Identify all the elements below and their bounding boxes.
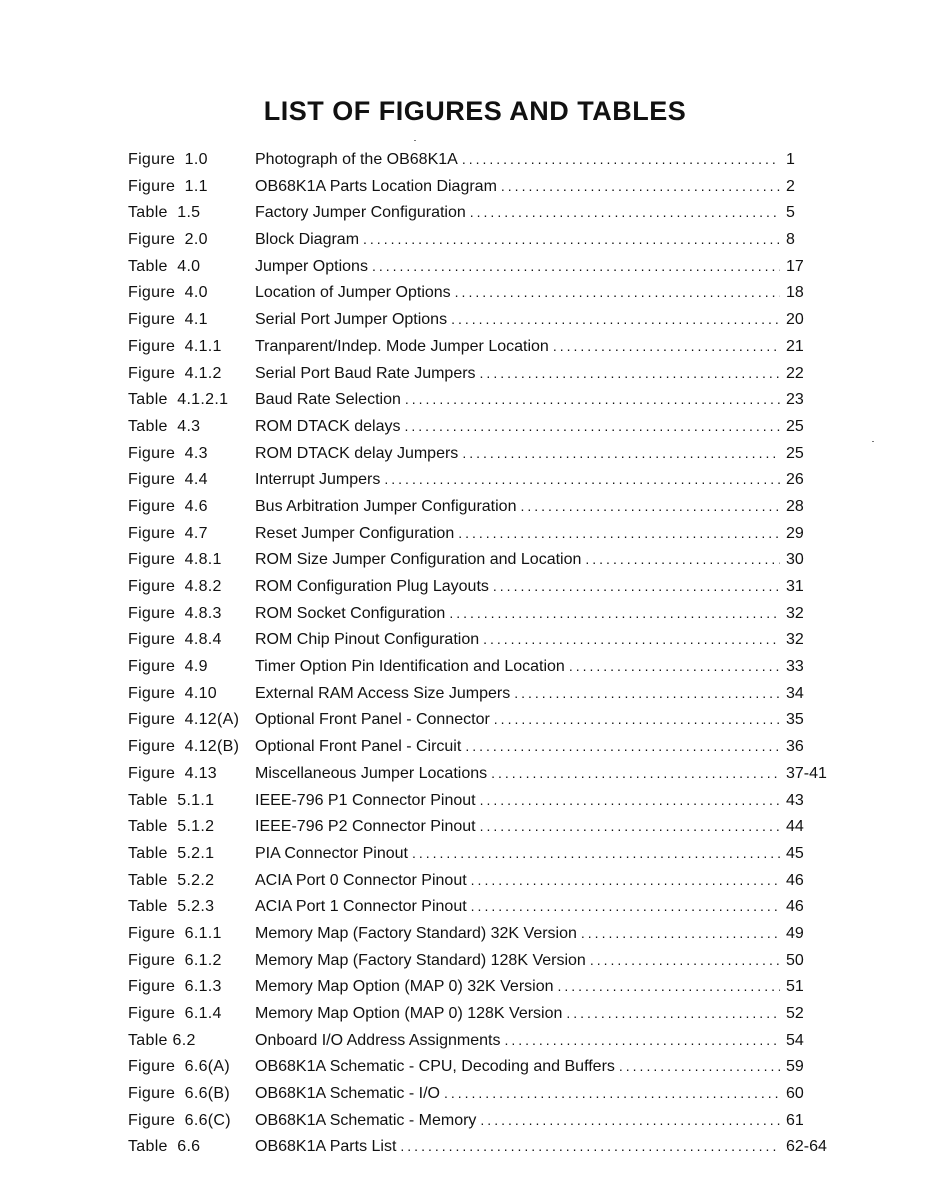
toc-entry [128, 680, 828, 707]
entry-page-number: 46 [786, 898, 804, 916]
toc-entry [128, 1133, 828, 1160]
entry-label: Figure 4.1.2 [128, 364, 222, 382]
toc-entry [128, 1080, 828, 1107]
dot-leader [465, 733, 780, 760]
toc-entry [128, 1107, 828, 1134]
entry-page-number: 37-41 [786, 764, 827, 782]
entry-title-group [255, 733, 780, 761]
toc-entry [128, 146, 828, 173]
entry-page-number: 17 [786, 257, 804, 275]
entry-title-group [255, 573, 780, 601]
toc-entry [128, 173, 828, 200]
entry-label: Table 6.6 [128, 1138, 201, 1156]
entry-label: Figure 6.6(C) [128, 1111, 231, 1129]
entry-title-group [255, 333, 780, 361]
toc-entry [128, 840, 828, 867]
entry-title: Memory Map (Factory Standard) 32K Version [255, 924, 577, 942]
dot-leader [444, 1080, 780, 1107]
dot-leader [471, 893, 780, 920]
entry-page-number: 20 [786, 311, 804, 329]
toc-entry [128, 706, 828, 733]
entry-title-group [255, 253, 780, 281]
toc-entry [128, 867, 828, 894]
toc-entry [128, 253, 828, 280]
entry-title: Location of Jumper Options [255, 284, 451, 302]
entry-title-group [255, 466, 780, 494]
entry-label: Figure 4.4 [128, 471, 208, 489]
entry-title-group [255, 840, 780, 868]
dot-leader [363, 226, 780, 253]
dot-leader [470, 199, 780, 226]
entry-title: Tranparent/Indep. Mode Jumper Location [255, 337, 549, 355]
entry-page-number: 50 [786, 951, 804, 969]
entry-title: OB68K1A Parts Location Diagram [255, 177, 497, 195]
entry-title: OB68K1A Schematic - Memory [255, 1111, 477, 1129]
entry-label: Table 1.5 [128, 204, 201, 222]
entry-page-number: 36 [786, 738, 804, 756]
entry-label: Figure 4.12(B) [128, 738, 240, 756]
entry-title-group [255, 306, 780, 334]
dot-leader [458, 520, 780, 547]
entry-title-group [255, 920, 780, 948]
entry-title: Memory Map (Factory Standard) 128K Version [255, 951, 586, 969]
entry-page-number: 32 [786, 631, 804, 649]
entry-title: Baud Rate Selection [255, 391, 401, 409]
toc-entry [128, 573, 828, 600]
entry-title-group [255, 1027, 780, 1055]
entry-label: Figure 4.12(A) [128, 711, 240, 729]
entry-title: Factory Jumper Configuration [255, 204, 466, 222]
entry-title-group [255, 413, 780, 441]
entry-page-number: 59 [786, 1058, 804, 1076]
entry-title: OB68K1A Schematic - I/O [255, 1085, 440, 1103]
entry-title-group [255, 146, 780, 174]
entry-title-group [255, 813, 780, 841]
entry-label: Table 5.1.1 [128, 791, 215, 809]
entry-page-number: 28 [786, 497, 804, 515]
entry-page-number: 8 [786, 231, 795, 249]
toc-entry [128, 520, 828, 547]
entry-title-group [255, 1000, 780, 1028]
dot-leader [585, 546, 780, 573]
dot-leader [455, 279, 780, 306]
toc-entry [128, 813, 828, 840]
entry-title-group [255, 493, 780, 521]
entry-title-group [255, 1107, 780, 1135]
toc-entry [128, 386, 828, 413]
entry-title-group [255, 1133, 780, 1161]
toc-entry [128, 226, 828, 253]
dot-leader [553, 333, 780, 360]
dot-leader [449, 600, 780, 627]
entry-title-group [255, 760, 780, 788]
entry-label: Figure 4.8.4 [128, 631, 222, 649]
toc-entry [128, 760, 828, 787]
toc-entry [128, 600, 828, 627]
entry-label: Table 4.1.2.1 [128, 391, 229, 409]
toc-entry [128, 279, 828, 306]
entry-title: IEEE-796 P2 Connector Pinout [255, 818, 476, 836]
toc-entry [128, 199, 828, 226]
entry-title: Onboard I/O Address Assignments [255, 1031, 501, 1049]
entry-title-group [255, 279, 780, 307]
dot-leader [471, 867, 780, 894]
entry-title-group [255, 1053, 780, 1081]
dot-leader [514, 680, 780, 707]
entry-title: Miscellaneous Jumper Locations [255, 764, 488, 782]
toc-entry [128, 306, 828, 333]
entry-title-group [255, 893, 780, 921]
entry-page-number: 26 [786, 471, 804, 489]
entry-page-number: 35 [786, 711, 804, 729]
dot-leader [451, 306, 780, 333]
entry-label: Table 5.2.1 [128, 844, 215, 862]
dot-leader [581, 920, 780, 947]
entry-page-number: 25 [786, 444, 804, 462]
dot-leader [480, 360, 780, 387]
entry-title-group [255, 386, 780, 414]
entry-page-number: 32 [786, 604, 804, 622]
entry-title: ROM DTACK delay Jumpers [255, 444, 459, 462]
entry-label: Figure 6.1.1 [128, 924, 222, 942]
toc-entry [128, 947, 828, 974]
entry-page-number: 21 [786, 337, 804, 355]
entry-label: Figure 4.8.3 [128, 604, 222, 622]
dot-leader [384, 466, 780, 493]
entry-title-group [255, 440, 780, 468]
toc-entry [128, 466, 828, 493]
entry-page-number: 52 [786, 1005, 804, 1022]
entry-title: ROM Configuration Plug Layouts [255, 578, 489, 595]
entry-page-number: 23 [786, 391, 804, 409]
entry-title: Optional Front Panel - Connector [255, 711, 490, 729]
dot-leader [405, 386, 780, 413]
toc-entry [128, 893, 828, 920]
entry-title: IEEE-796 P1 Connector Pinout [255, 791, 476, 809]
entry-label: Figure 4.10 [128, 684, 217, 702]
entry-page-number: 51 [786, 978, 804, 996]
toc-entry [128, 653, 828, 680]
entry-page-number: 22 [786, 364, 804, 382]
dot-leader [400, 1133, 780, 1160]
entry-page-number: 33 [786, 658, 804, 676]
entry-label: Table 5.2.3 [128, 898, 215, 916]
toc-entry [128, 973, 828, 1000]
entry-page-number: 29 [786, 524, 804, 542]
toc-list [128, 146, 828, 1160]
dot-leader [569, 653, 780, 680]
entry-label: Figure 6.6(A) [128, 1058, 231, 1076]
dot-leader [483, 626, 780, 653]
entry-title: ROM DTACK delays [255, 417, 401, 435]
entry-title-group [255, 653, 780, 681]
toc-entry [128, 360, 828, 387]
dot-leader [372, 253, 780, 280]
entry-page-number: 54 [786, 1031, 804, 1049]
entry-title: Serial Port Jumper Options [255, 311, 448, 329]
entry-page-number: 25 [786, 417, 804, 435]
entry-title-group [255, 973, 780, 1001]
dot-leader [493, 573, 780, 600]
entry-title-group [255, 520, 780, 548]
entry-title: Memory Map Option (MAP 0) 128K Version [255, 1005, 563, 1022]
entry-title-group [255, 626, 780, 654]
dot-leader [480, 813, 780, 840]
entry-title: ACIA Port 0 Connector Pinout [255, 871, 467, 889]
dot-leader [480, 787, 780, 814]
toc-entry [128, 1000, 828, 1027]
entry-label: Figure 1.1 [128, 177, 208, 195]
entry-page-number: 18 [786, 284, 804, 302]
toc-entry [128, 787, 828, 814]
dot-leader [412, 840, 780, 867]
dot-leader [520, 493, 780, 520]
entry-label: Table 5.2.2 [128, 871, 215, 889]
entry-label: Figure 4.3 [128, 444, 208, 462]
entry-title: Memory Map Option (MAP 0) 32K Version [255, 978, 554, 996]
entry-label: Figure 2.0 [128, 231, 208, 249]
entry-title: Optional Front Panel - Circuit [255, 738, 462, 756]
entry-title: Block Diagram [255, 231, 360, 249]
dot-leader [480, 1107, 780, 1134]
entry-title: Jumper Options [255, 257, 368, 275]
entry-title: Photograph of the OB68K1A [255, 151, 458, 168]
toc-entry [128, 1053, 828, 1080]
toc-entry [128, 733, 828, 760]
entry-page-number: 30 [786, 551, 804, 569]
entry-title: Bus Arbitration Jumper Configuration [255, 497, 517, 515]
entry-title-group [255, 867, 780, 895]
entry-title-group [255, 226, 780, 254]
entry-label: Figure 6.1.4 [128, 1005, 222, 1022]
entry-page-number: 46 [786, 871, 804, 889]
entry-label: Figure 6.6(B) [128, 1085, 231, 1103]
toc-entry [128, 493, 828, 520]
entry-title: PIA Connector Pinout [255, 844, 408, 862]
entry-page-number: 60 [786, 1085, 804, 1103]
dot-leader [501, 173, 780, 200]
entry-title-group [255, 546, 780, 574]
entry-title: ROM Chip Pinout Configuration [255, 631, 480, 649]
entry-page-number: 1 [786, 151, 795, 168]
entry-title: Reset Jumper Configuration [255, 524, 455, 542]
entry-label: Figure 4.8.1 [128, 551, 222, 569]
entry-label: Table 4.0 [128, 257, 201, 275]
entry-page-number: 62-64 [786, 1138, 827, 1156]
dot-leader [590, 947, 780, 974]
entry-label: Figure 4.8.2 [128, 578, 222, 595]
entry-title-group [255, 947, 780, 975]
entry-label: Table 6.2 [128, 1031, 196, 1049]
entry-title: Serial Port Baud Rate Jumpers [255, 364, 476, 382]
entry-label: Table 4.3 [128, 417, 201, 435]
entry-label: Figure 4.1.1 [128, 337, 222, 355]
entry-label: Table 5.1.2 [128, 818, 215, 836]
dot-leader [405, 413, 780, 440]
entry-label: Figure 4.0 [128, 284, 208, 302]
entry-page-number: 43 [786, 791, 804, 809]
scan-speck [414, 140, 416, 141]
entry-title-group [255, 706, 780, 734]
toc-entry [128, 626, 828, 653]
dot-leader [566, 1000, 780, 1027]
entry-label: Figure 4.1 [128, 311, 208, 329]
toc-entry [128, 546, 828, 573]
entry-label: Figure 4.7 [128, 524, 208, 542]
entry-title: OB68K1A Schematic - CPU, Decoding and Buffers [255, 1058, 615, 1076]
toc-entry [128, 440, 828, 467]
entry-title: ROM Size Jumper Configuration and Location [255, 551, 582, 569]
toc-entry [128, 413, 828, 440]
entry-title-group [255, 680, 780, 708]
dot-leader [462, 440, 780, 467]
entry-title: ACIA Port 1 Connector Pinout [255, 898, 467, 916]
entry-page-number: 49 [786, 924, 804, 942]
entry-page-number: 45 [786, 844, 804, 862]
entry-page-number: 44 [786, 818, 804, 836]
entry-label: Figure 4.6 [128, 497, 208, 515]
dot-leader [462, 146, 780, 173]
dot-leader [494, 706, 780, 733]
dot-leader [619, 1053, 780, 1080]
entry-title-group [255, 360, 780, 388]
entry-label: Figure 6.1.3 [128, 978, 222, 996]
scan-speck [872, 441, 874, 442]
entry-title-group [255, 1080, 780, 1108]
entry-label: Figure 4.9 [128, 658, 208, 676]
entry-title-group [255, 600, 780, 628]
entry-title-group [255, 173, 780, 201]
toc-entry [128, 1027, 828, 1054]
entry-page-number: 2 [786, 177, 795, 195]
entry-label: Figure 4.13 [128, 764, 217, 782]
entry-page-number: 31 [786, 578, 804, 595]
entry-title: Interrupt Jumpers [255, 471, 381, 489]
entry-title-group [255, 199, 780, 227]
dot-leader [504, 1027, 780, 1054]
entry-page-number: 5 [786, 204, 795, 222]
entry-title: OB68K1A Parts List [255, 1138, 397, 1156]
page-title: LIST OF FIGURES AND TABLES [263, 96, 687, 127]
entry-title: External RAM Access Size Jumpers [255, 684, 511, 702]
entry-label: Figure 6.1.2 [128, 951, 222, 969]
dot-leader [558, 973, 781, 1000]
entry-title-group [255, 787, 780, 815]
toc-entry [128, 333, 828, 360]
entry-title: ROM Socket Configuration [255, 604, 446, 622]
entry-page-number: 61 [786, 1111, 804, 1129]
entry-page-number: 34 [786, 684, 804, 702]
toc-entry [128, 920, 828, 947]
entry-label: Figure 1.0 [128, 151, 208, 168]
dot-leader [491, 760, 780, 787]
entry-title: Timer Option Pin Identification and Location [255, 658, 565, 676]
